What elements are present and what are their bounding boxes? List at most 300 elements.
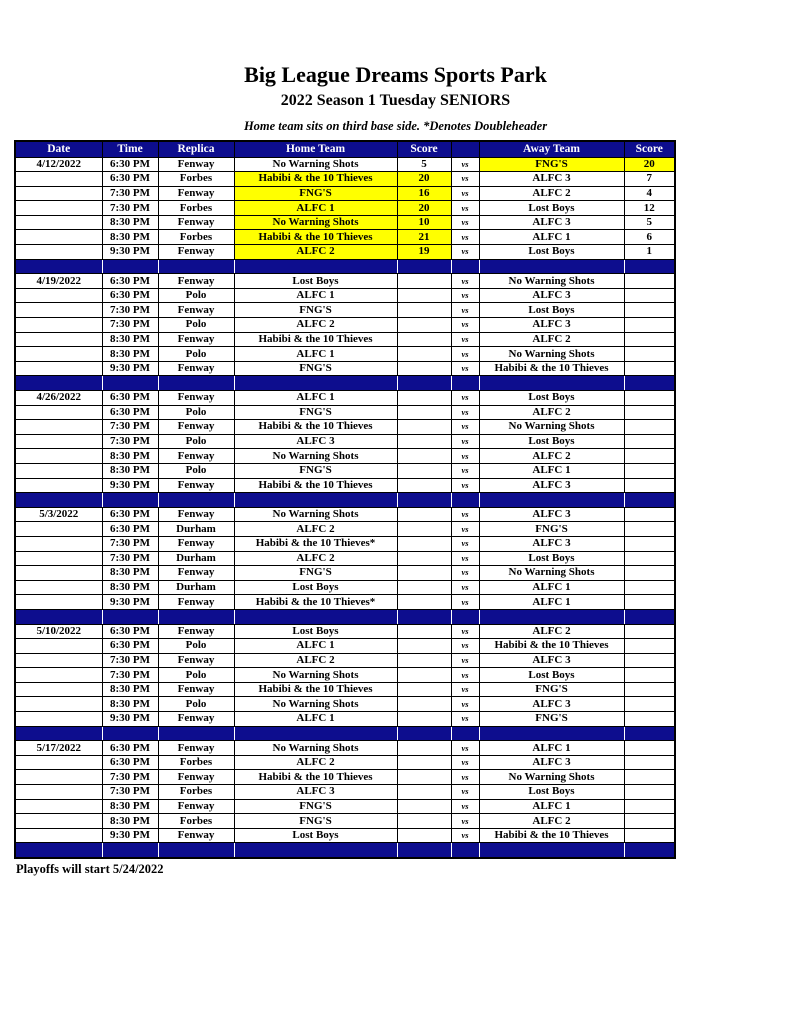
home-team-cell: ALFC 1: [234, 201, 397, 216]
vs-cell: vs: [451, 172, 479, 187]
replica-cell: Fenway: [158, 245, 234, 260]
vs-cell: vs: [451, 449, 479, 464]
replica-cell: Fenway: [158, 391, 234, 406]
away-score-cell: [624, 536, 675, 551]
game-row: [15, 639, 675, 654]
separator-cell: [479, 726, 624, 741]
away-score-cell: [624, 580, 675, 595]
away-team-cell: ALFC 1: [479, 741, 624, 756]
replica-cell: Polo: [158, 668, 234, 683]
separator-cell: [158, 726, 234, 741]
away-team-cell: Lost Boys: [479, 785, 624, 800]
home-score-cell: [397, 639, 451, 654]
separator-cell: [234, 609, 397, 624]
separator-cell: [479, 609, 624, 624]
game-row: [15, 347, 675, 362]
away-score-cell: [624, 391, 675, 406]
home-team-cell: FNG'S: [234, 799, 397, 814]
date-cell: [15, 799, 102, 814]
vs-cell: vs: [451, 828, 479, 843]
home-team-cell: Habibi & the 10 Thieves: [234, 420, 397, 435]
home-score-cell: 16: [397, 186, 451, 201]
date-cell: [15, 522, 102, 537]
vs-cell: vs: [451, 332, 479, 347]
vs-cell: vs: [451, 595, 479, 610]
vs-cell: vs: [451, 668, 479, 683]
date-cell: [15, 245, 102, 260]
home-score-cell: [397, 814, 451, 829]
home-team-cell: No Warning Shots: [234, 157, 397, 172]
vs-cell: vs: [451, 157, 479, 172]
home-score-cell: [397, 653, 451, 668]
home-score-cell: [397, 274, 451, 289]
separator-cell: [102, 376, 158, 391]
away-team-cell: Habibi & the 10 Thieves: [479, 639, 624, 654]
time-cell: 7:30 PM: [102, 785, 158, 800]
vs-cell: vs: [451, 215, 479, 230]
home-score-cell: [397, 785, 451, 800]
date-cell: [15, 595, 102, 610]
home-team-cell: Habibi & the 10 Thieves*: [234, 536, 397, 551]
time-cell: 8:30 PM: [102, 332, 158, 347]
home-score-cell: [397, 361, 451, 376]
away-team-cell: ALFC 3: [479, 215, 624, 230]
away-team-cell: Lost Boys: [479, 303, 624, 318]
home-score-cell: [397, 682, 451, 697]
vs-cell: vs: [451, 186, 479, 201]
replica-cell: Fenway: [158, 186, 234, 201]
separator-cell: [234, 726, 397, 741]
home-team-cell: ALFC 2: [234, 551, 397, 566]
home-team-cell: ALFC 2: [234, 522, 397, 537]
time-cell: 6:30 PM: [102, 274, 158, 289]
home-score-cell: [397, 449, 451, 464]
separator-cell: [158, 609, 234, 624]
time-cell: 7:30 PM: [102, 551, 158, 566]
away-team-cell: Lost Boys: [479, 245, 624, 260]
game-row: [15, 245, 675, 260]
home-team-cell: Habibi & the 10 Thieves*: [234, 595, 397, 610]
replica-cell: Fenway: [158, 799, 234, 814]
away-team-cell: ALFC 3: [479, 507, 624, 522]
col-header-replica: Replica: [158, 141, 234, 157]
date-cell: [15, 478, 102, 493]
date-cell: [15, 332, 102, 347]
date-cell: [15, 682, 102, 697]
away-team-cell: ALFC 3: [479, 288, 624, 303]
date-cell: [15, 449, 102, 464]
replica-cell: Fenway: [158, 361, 234, 376]
game-row: [15, 741, 675, 756]
date-cell: [15, 828, 102, 843]
time-cell: 7:30 PM: [102, 186, 158, 201]
vs-cell: vs: [451, 682, 479, 697]
date-cell: [15, 420, 102, 435]
time-cell: 7:30 PM: [102, 536, 158, 551]
game-row: [15, 507, 675, 522]
time-cell: 6:30 PM: [102, 522, 158, 537]
date-cell: 4/19/2022: [15, 274, 102, 289]
game-row: [15, 449, 675, 464]
away-score-cell: [624, 551, 675, 566]
date-cell: [15, 653, 102, 668]
home-team-cell: ALFC 2: [234, 318, 397, 333]
vs-cell: vs: [451, 785, 479, 800]
col-header-home-score: Score: [397, 141, 451, 157]
vs-cell: vs: [451, 274, 479, 289]
time-cell: 8:30 PM: [102, 814, 158, 829]
game-row: [15, 391, 675, 406]
time-cell: 8:30 PM: [102, 449, 158, 464]
separator-cell: [624, 609, 675, 624]
home-score-cell: [397, 507, 451, 522]
home-team-note: Home team sits on third base side. *Denotes Doubleheader: [243, 119, 548, 133]
home-team-cell: ALFC 1: [234, 712, 397, 727]
replica-cell: Fenway: [158, 712, 234, 727]
time-cell: 7:30 PM: [102, 318, 158, 333]
time-cell: 9:30 PM: [102, 595, 158, 610]
home-score-cell: [397, 434, 451, 449]
vs-cell: vs: [451, 580, 479, 595]
away-team-cell: ALFC 2: [479, 624, 624, 639]
away-team-cell: ALFC 2: [479, 186, 624, 201]
col-header-away-score: Score: [624, 141, 675, 157]
away-score-cell: 12: [624, 201, 675, 216]
separator-cell: [234, 376, 397, 391]
replica-cell: Polo: [158, 639, 234, 654]
separator-cell: [479, 493, 624, 508]
away-score-cell: [624, 755, 675, 770]
separator-cell: [451, 609, 479, 624]
col-header-away-team: Away Team: [479, 141, 624, 157]
away-score-cell: [624, 405, 675, 420]
home-score-cell: [397, 420, 451, 435]
vs-cell: vs: [451, 522, 479, 537]
date-cell: [15, 318, 102, 333]
away-score-cell: 6: [624, 230, 675, 245]
away-score-cell: 1: [624, 245, 675, 260]
replica-cell: Polo: [158, 288, 234, 303]
away-score-cell: [624, 522, 675, 537]
replica-cell: Polo: [158, 463, 234, 478]
home-team-cell: FNG'S: [234, 303, 397, 318]
separator-cell: [15, 376, 102, 391]
playoffs-note: Playoffs will start 5/24/2022: [16, 861, 164, 876]
vs-cell: vs: [451, 230, 479, 245]
home-score-cell: 20: [397, 172, 451, 187]
vs-cell: vs: [451, 318, 479, 333]
replica-cell: Fenway: [158, 303, 234, 318]
separator-cell: [102, 726, 158, 741]
away-score-cell: [624, 463, 675, 478]
away-score-cell: [624, 799, 675, 814]
separator-cell: [158, 843, 234, 858]
date-cell: 4/12/2022: [15, 157, 102, 172]
time-cell: 6:30 PM: [102, 157, 158, 172]
separator-cell: [15, 843, 102, 858]
home-team-cell: Habibi & the 10 Thieves: [234, 770, 397, 785]
home-team-cell: Habibi & the 10 Thieves: [234, 172, 397, 187]
game-row: [15, 624, 675, 639]
replica-cell: Durham: [158, 580, 234, 595]
col-header-time: Time: [102, 141, 158, 157]
home-team-cell: ALFC 2: [234, 245, 397, 260]
date-cell: [15, 770, 102, 785]
date-cell: [15, 785, 102, 800]
date-cell: [15, 201, 102, 216]
time-cell: 9:30 PM: [102, 828, 158, 843]
home-team-cell: No Warning Shots: [234, 215, 397, 230]
away-team-cell: FNG'S: [479, 682, 624, 697]
replica-cell: Forbes: [158, 755, 234, 770]
away-team-cell: Lost Boys: [479, 391, 624, 406]
separator-cell: [451, 259, 479, 274]
game-row: [15, 712, 675, 727]
away-score-cell: [624, 624, 675, 639]
replica-cell: Forbes: [158, 785, 234, 800]
separator-cell: [397, 493, 451, 508]
date-cell: [15, 347, 102, 362]
time-cell: 6:30 PM: [102, 755, 158, 770]
home-score-cell: [397, 770, 451, 785]
page-subtitle: 2022 Season 1 Tuesday SENIORS: [280, 92, 511, 109]
replica-cell: Fenway: [158, 478, 234, 493]
time-cell: 8:30 PM: [102, 799, 158, 814]
game-row: [15, 157, 675, 172]
time-cell: 8:30 PM: [102, 697, 158, 712]
away-team-cell: ALFC 2: [479, 814, 624, 829]
away-score-cell: [624, 682, 675, 697]
game-row: [15, 697, 675, 712]
block-separator-row: [15, 493, 675, 508]
away-score-cell: [624, 303, 675, 318]
replica-cell: Fenway: [158, 741, 234, 756]
separator-cell: [397, 609, 451, 624]
game-row: [15, 595, 675, 610]
home-score-cell: [397, 566, 451, 581]
time-cell: 7:30 PM: [102, 668, 158, 683]
home-team-cell: ALFC 1: [234, 347, 397, 362]
col-header-date: Date: [15, 141, 102, 157]
vs-cell: vs: [451, 391, 479, 406]
vs-cell: vs: [451, 551, 479, 566]
away-team-cell: FNG'S: [479, 157, 624, 172]
time-cell: 8:30 PM: [102, 215, 158, 230]
home-team-cell: FNG'S: [234, 463, 397, 478]
time-cell: 7:30 PM: [102, 434, 158, 449]
home-team-cell: ALFC 2: [234, 653, 397, 668]
home-team-cell: ALFC 2: [234, 755, 397, 770]
away-score-cell: [624, 770, 675, 785]
date-cell: [15, 536, 102, 551]
date-cell: 5/3/2022: [15, 507, 102, 522]
game-row: [15, 361, 675, 376]
replica-cell: Fenway: [158, 624, 234, 639]
vs-cell: vs: [451, 347, 479, 362]
separator-cell: [102, 609, 158, 624]
game-row: [15, 215, 675, 230]
home-score-cell: [397, 391, 451, 406]
page-title: Big League Dreams Sports Park: [244, 62, 547, 87]
time-cell: 6:30 PM: [102, 507, 158, 522]
date-cell: [15, 186, 102, 201]
home-score-cell: [397, 332, 451, 347]
date-cell: [15, 580, 102, 595]
away-score-cell: [624, 595, 675, 610]
schedule-table: [14, 140, 676, 859]
game-row: [15, 580, 675, 595]
vs-cell: vs: [451, 566, 479, 581]
replica-cell: Durham: [158, 522, 234, 537]
game-row: [15, 274, 675, 289]
home-score-cell: [397, 712, 451, 727]
away-score-cell: 4: [624, 186, 675, 201]
home-team-cell: No Warning Shots: [234, 741, 397, 756]
away-team-cell: ALFC 3: [479, 478, 624, 493]
away-team-cell: No Warning Shots: [479, 420, 624, 435]
game-row: [15, 566, 675, 581]
away-team-cell: ALFC 1: [479, 463, 624, 478]
away-score-cell: [624, 420, 675, 435]
away-team-cell: No Warning Shots: [479, 566, 624, 581]
col-header-vs: [451, 141, 479, 157]
separator-cell: [15, 726, 102, 741]
separator-cell: [158, 493, 234, 508]
vs-cell: vs: [451, 478, 479, 493]
time-cell: 6:30 PM: [102, 405, 158, 420]
date-cell: 5/17/2022: [15, 741, 102, 756]
date-cell: [15, 215, 102, 230]
date-cell: [15, 697, 102, 712]
home-team-cell: No Warning Shots: [234, 668, 397, 683]
away-team-cell: ALFC 3: [479, 653, 624, 668]
away-team-cell: ALFC 2: [479, 332, 624, 347]
away-score-cell: [624, 274, 675, 289]
home-score-cell: [397, 741, 451, 756]
away-score-cell: [624, 318, 675, 333]
date-cell: [15, 172, 102, 187]
home-score-cell: 21: [397, 230, 451, 245]
home-team-cell: ALFC 1: [234, 639, 397, 654]
away-team-cell: ALFC 3: [479, 318, 624, 333]
date-cell: [15, 288, 102, 303]
home-score-cell: 19: [397, 245, 451, 260]
block-separator-row: [15, 259, 675, 274]
col-header-home-team: Home Team: [234, 141, 397, 157]
away-score-cell: [624, 668, 675, 683]
away-score-cell: [624, 434, 675, 449]
away-team-cell: ALFC 1: [479, 799, 624, 814]
away-score-cell: [624, 347, 675, 362]
separator-cell: [102, 843, 158, 858]
home-score-cell: [397, 580, 451, 595]
home-score-cell: [397, 463, 451, 478]
separator-cell: [158, 259, 234, 274]
table-body: [15, 157, 675, 858]
home-score-cell: [397, 595, 451, 610]
away-team-cell: Lost Boys: [479, 201, 624, 216]
game-row: [15, 172, 675, 187]
away-score-cell: [624, 507, 675, 522]
time-cell: 7:30 PM: [102, 201, 158, 216]
home-team-cell: No Warning Shots: [234, 507, 397, 522]
home-team-cell: ALFC 3: [234, 434, 397, 449]
home-score-cell: [397, 799, 451, 814]
replica-cell: Fenway: [158, 653, 234, 668]
time-cell: 6:30 PM: [102, 639, 158, 654]
time-cell: 9:30 PM: [102, 245, 158, 260]
game-row: [15, 799, 675, 814]
date-cell: [15, 755, 102, 770]
home-team-cell: FNG'S: [234, 566, 397, 581]
replica-cell: Fenway: [158, 770, 234, 785]
away-score-cell: [624, 639, 675, 654]
game-row: [15, 186, 675, 201]
vs-cell: vs: [451, 799, 479, 814]
replica-cell: Polo: [158, 405, 234, 420]
home-team-cell: No Warning Shots: [234, 697, 397, 712]
away-score-cell: [624, 478, 675, 493]
replica-cell: Fenway: [158, 507, 234, 522]
separator-cell: [15, 609, 102, 624]
home-score-cell: [397, 668, 451, 683]
vs-cell: vs: [451, 201, 479, 216]
away-team-cell: ALFC 2: [479, 405, 624, 420]
game-row: [15, 288, 675, 303]
vs-cell: vs: [451, 741, 479, 756]
replica-cell: Forbes: [158, 201, 234, 216]
away-team-cell: Habibi & the 10 Thieves: [479, 828, 624, 843]
away-team-cell: ALFC 1: [479, 595, 624, 610]
home-score-cell: [397, 551, 451, 566]
home-score-cell: [397, 536, 451, 551]
separator-cell: [15, 259, 102, 274]
replica-cell: Polo: [158, 434, 234, 449]
replica-cell: Fenway: [158, 215, 234, 230]
home-score-cell: 10: [397, 215, 451, 230]
separator-cell: [397, 376, 451, 391]
away-score-cell: [624, 566, 675, 581]
vs-cell: vs: [451, 303, 479, 318]
home-score-cell: [397, 405, 451, 420]
away-score-cell: [624, 828, 675, 843]
away-team-cell: FNG'S: [479, 522, 624, 537]
date-cell: [15, 434, 102, 449]
separator-cell: [158, 376, 234, 391]
home-score-cell: 5: [397, 157, 451, 172]
date-cell: 4/26/2022: [15, 391, 102, 406]
replica-cell: Polo: [158, 318, 234, 333]
table-header-row: [15, 141, 675, 157]
time-cell: 9:30 PM: [102, 478, 158, 493]
home-team-cell: FNG'S: [234, 814, 397, 829]
home-team-cell: Habibi & the 10 Thieves: [234, 230, 397, 245]
vs-cell: vs: [451, 405, 479, 420]
home-team-cell: No Warning Shots: [234, 449, 397, 464]
separator-cell: [479, 259, 624, 274]
away-score-cell: [624, 741, 675, 756]
home-score-cell: 20: [397, 201, 451, 216]
replica-cell: Fenway: [158, 449, 234, 464]
vs-cell: vs: [451, 814, 479, 829]
date-cell: [15, 405, 102, 420]
game-row: [15, 478, 675, 493]
separator-cell: [479, 376, 624, 391]
game-row: [15, 770, 675, 785]
replica-cell: Forbes: [158, 814, 234, 829]
date-cell: [15, 814, 102, 829]
game-row: [15, 522, 675, 537]
